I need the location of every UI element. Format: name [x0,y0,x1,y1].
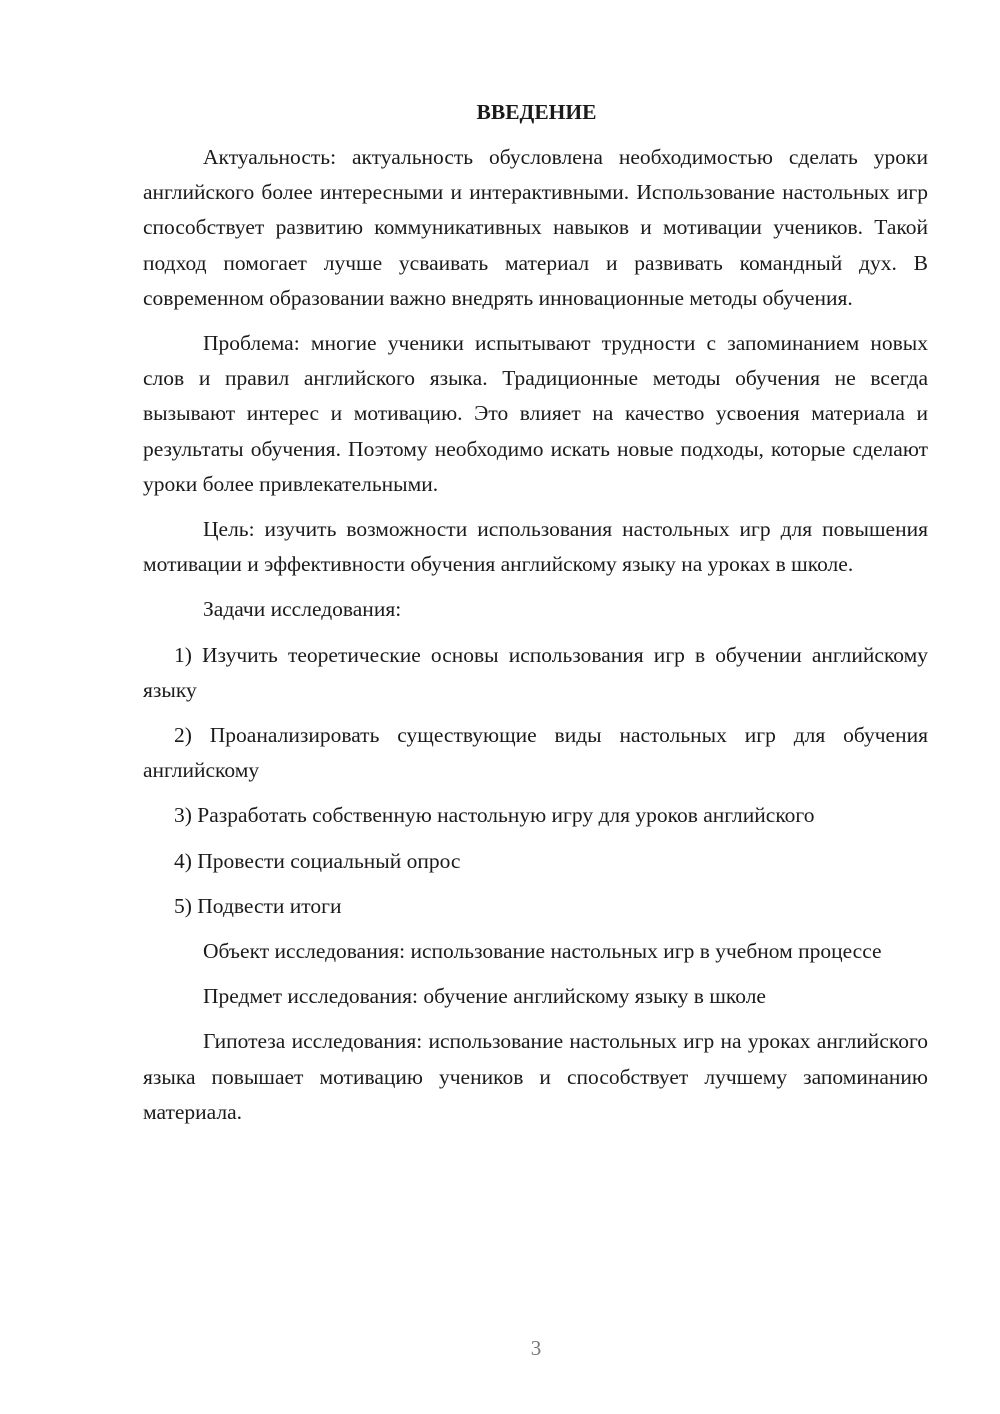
goal-paragraph: Цель: изучить возможности использования настольных игр для повышения мотивации и эффективности обучения английскому языку на уроках в школе. [143,517,928,577]
task-item-1: 1) Изучить теоретические основы использования игр в обучении английскому языку [143,642,928,702]
task-item-2: 2) Проанализировать существующие виды настольных игр для обучения английскому [143,723,928,783]
document-page [143,96,928,1140]
task-item-4: 4) Провести социальный опрос [174,848,461,873]
relevance-paragraph: Актуальность: актуальность обусловлена необходимостью сделать уроки английского более интересными и интерактивными. Использование настольных игр способствует развитию коммуникативных навыков и мотивации учеников. Такой подход помогает лучше усваивать материал и развивать командный дух. В современном образовании важно внедрять инновационные методы обучения. [143,145,928,310]
task-item-3: 3) Разработать собственную настольную игру для уроков английского [174,803,815,828]
task-item-5: 5) Подвести итоги [174,893,342,918]
object-paragraph: Объект исследования: использование настольных игр в учебном процессе [203,939,882,964]
hypothesis-paragraph: Гипотеза исследования: использование настольных игр на уроках английского языка повышает мотивацию учеников и способствует лучшему запоминанию материала. [143,1029,928,1124]
page-title: ВВЕДЕНИЕ [476,100,597,124]
problem-paragraph: Проблема: многие ученики испытывают трудности с запоминанием новых слов и правил английского языка. Традиционные методы обучения не всегда вызывают интерес и мотивацию. Это влияет на качество усвоения материала и результаты обучения. Поэтому необходимо искать новые подходы, которые сделают уроки более привлекательными. [143,331,928,496]
tasks-heading: Задачи исследования: [203,597,402,622]
subject-paragraph: Предмет исследования: обучение английскому языку в школе [203,984,766,1009]
page-number: 3 [530,1336,542,1360]
